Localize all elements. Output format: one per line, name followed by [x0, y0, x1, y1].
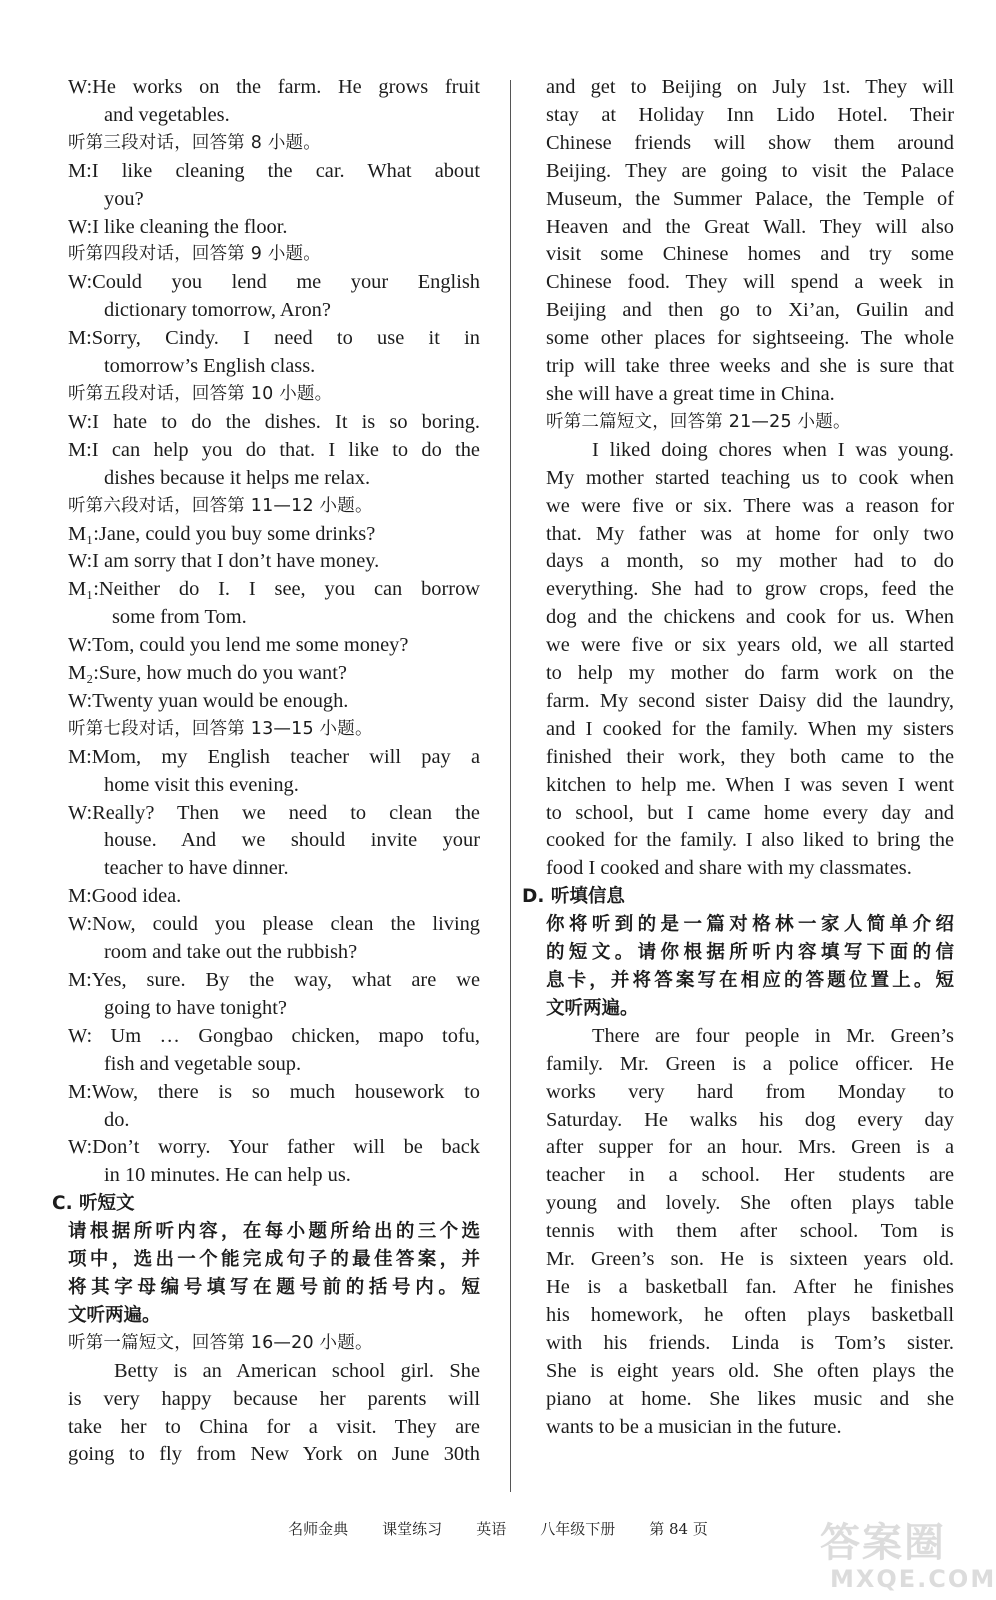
dialogue-line: M:Sorry, Cindy. I need to use it in — [68, 327, 480, 350]
instruction-line: 文听两遍。 — [68, 1304, 161, 1326]
passage-line: stay at Holiday Inn Lido Hotel. Their — [546, 103, 954, 126]
passage-line: teacher in a school. Her students are — [546, 1164, 954, 1187]
dialogue-line: W:Now, could you please clean the living — [68, 913, 480, 936]
passage-line: we were five or six years old, we all started — [546, 634, 954, 657]
column-divider — [510, 80, 511, 1492]
passage-line: some other places for sightseeing. The whole — [546, 327, 954, 350]
passage-line: There are four people in Mr. Green’s — [592, 1024, 954, 1047]
section-heading: 听第七段对话，回答第 13—15 小题。 — [68, 718, 373, 739]
watermark-url: MXQE.COM — [830, 1565, 996, 1593]
section-heading: 听第五段对话，回答第 10 小题。 — [68, 383, 333, 404]
passage-line: works very hard from Monday to — [546, 1080, 954, 1103]
passage-line: to school, but I came home every day and — [546, 801, 954, 824]
instruction-line: 的短文。请你根据所听内容填写下面的信 — [546, 942, 954, 964]
passage-line: and get to Beijing on July 1st. They will — [546, 76, 954, 98]
passage-line: Beijing. They are going to visit the Palace — [546, 159, 954, 182]
dialogue-line: W:He works on the farm. He grows fruit — [68, 76, 480, 98]
passage-line: take her to China for a visit. They are — [68, 1415, 480, 1438]
passage-line: I liked doing chores when I was young. — [592, 438, 954, 461]
dialogue-line: M₂:Sure, how much do you want? — [68, 662, 347, 685]
dialogue-line: in 10 minutes. He can help us. — [104, 1164, 351, 1187]
dialogue-line: W:Twenty yuan would be enough. — [68, 689, 349, 712]
passage-line: cooked for the family. I also liked to bring the — [546, 829, 954, 852]
dialogue-line: M₁:Neither do I. I see, you can borrow — [68, 578, 480, 601]
dialogue-line: you? — [104, 187, 144, 210]
dialogue-line: dictionary tomorrow, Aron? — [104, 299, 331, 322]
passage-line: that. My father was at home for only two — [546, 522, 954, 545]
footer-subject: 英语 — [476, 1520, 507, 1538]
instruction-line: 请根据所听内容，在每小题所给出的三个选 — [68, 1221, 480, 1243]
passage-line: Betty is an American school girl. She — [114, 1359, 480, 1382]
passage-line: trip will take three weeks and she is sure that — [546, 355, 954, 378]
passage-line: My mother started teaching us to cook when — [546, 466, 954, 489]
passage-line: with his friends. Linda is Tom’s sister. — [546, 1331, 954, 1354]
left-column — [52, 74, 480, 1469]
section-heading: 听第二篇短文，回答第 21—25 小题。 — [546, 411, 851, 432]
passage-line: we were five or six. There was a reason for — [546, 494, 954, 517]
passage-line: Saturday. He walks his dog every day — [546, 1108, 954, 1131]
dialogue-line: fish and vegetable soup. — [104, 1052, 302, 1075]
dialogue-line: M:I like cleaning the car. What about — [68, 159, 480, 182]
dialogue-line: M:Yes, sure. By the way, what are we — [68, 969, 480, 991]
passage-line: wants to be a musician in the future. — [546, 1415, 842, 1438]
passage-line: finished their work, they both came to the — [546, 745, 954, 768]
passage-line: Chinese friends will show them around — [546, 131, 954, 154]
dialogue-line: do. — [104, 1108, 130, 1131]
dialogue-line: W:I hate to do the dishes. It is so boring. — [68, 410, 480, 433]
dialogue-line: house. And we should invite your — [104, 829, 480, 852]
passage-line: to help my mother do farm work on the — [546, 662, 954, 685]
section-heading: 听第六段对话，回答第 11—12 小题。 — [68, 495, 373, 516]
passage-line: visit some Chinese homes and try some — [546, 243, 954, 266]
dialogue-line: M:Mom, my English teacher will pay a — [68, 745, 480, 768]
passage-line: everything. She had to grow crops, feed the — [546, 578, 954, 601]
dialogue-line: M:Wow, there is so much housework to — [68, 1080, 480, 1103]
dialogue-line: teacher to have dinner. — [104, 857, 289, 880]
dialogue-line: M₁:Jane, could you buy some drinks? — [68, 522, 376, 545]
dialogue-line: W:I am sorry that I don’t have money. — [68, 550, 380, 573]
passage-line: He is a basketball fan. After he finishes — [546, 1275, 954, 1298]
passage-line: Heaven and the Great Wall. They will also — [546, 215, 954, 238]
dialogue-line: tomorrow’s English class. — [104, 355, 316, 378]
footer-grade: 八年级下册 — [540, 1520, 616, 1538]
passage-line: Museum, the Summer Palace, the Temple of — [546, 187, 954, 210]
instruction-line: 息卡，并将答案写在相应的答题位置上。短 — [546, 970, 954, 991]
passage-line: young and lovely. She often plays table — [546, 1192, 954, 1215]
passage-line: his homework, he often plays basketball — [546, 1303, 954, 1326]
dialogue-line: W:Really? Then we need to clean the — [68, 801, 480, 824]
passage-line: she will have a great time in China. — [546, 382, 835, 405]
dialogue-line: M:I can help you do that. I like to do the — [68, 438, 480, 461]
dialogue-line: W:I like cleaning the floor. — [68, 215, 288, 238]
instruction-line: 项中，选出一个能完成句子的最佳答案，并 — [68, 1249, 480, 1271]
dialogue-line: going to have tonight? — [104, 996, 287, 1019]
watermark — [820, 1520, 996, 1596]
passage-line: piano at home. She likes music and she — [546, 1387, 954, 1410]
section-heading: 听第四段对话，回答第 9 小题。 — [68, 244, 321, 265]
section-c-title: C. 听短文 — [52, 1193, 135, 1215]
dialogue-line: M:Good idea. — [68, 885, 182, 908]
passage-line: and I cooked for the family. When my sisters — [546, 717, 954, 740]
dialogue-line: home visit this evening. — [104, 773, 299, 796]
section-heading: 听第三段对话，回答第 8 小题。 — [68, 132, 321, 153]
dialogue-line: some from Tom. — [112, 606, 247, 629]
instruction-line: 将其字母编号填写在题号前的括号内。短 — [68, 1276, 480, 1298]
passage-line: days a month, so my mother had to do — [546, 550, 954, 573]
passage-line: is very happy because her parents will — [68, 1387, 480, 1410]
passage-line: after supper for an hour. Mrs. Green is a — [546, 1136, 954, 1159]
passage-line: going to fly from New York on June 30th — [68, 1443, 480, 1466]
section-d-title: D. 听填信息 — [522, 886, 625, 908]
passage-line: Mr. Green’s son. He is sixteen years old. — [546, 1248, 954, 1271]
dialogue-line: dishes because it helps me relax. — [104, 466, 371, 489]
dialogue-line: room and take out the rubbish? — [104, 941, 358, 964]
dialogue-line: W:Tom, could you lend me some money? — [68, 634, 409, 657]
passage-line: Chinese food. They will spend a week in — [546, 271, 954, 294]
passage-line: family. Mr. Green is a police officer. He — [546, 1052, 954, 1075]
passage-line: Beijing and then go to Xi’an, Guilin and — [546, 299, 954, 322]
footer-series: 名师金典 — [288, 1520, 349, 1538]
passage-line: farm. My second sister Daisy did the laundry, — [546, 689, 954, 712]
instruction-line: 文听两遍。 — [546, 997, 639, 1019]
passage-line: She is eight years old. She often plays the — [546, 1359, 954, 1382]
footer-book: 课堂练习 — [382, 1520, 443, 1538]
watermark-logo-text: 答案圈 — [820, 1520, 946, 1566]
passage-line: food I cooked and share with my classmates. — [546, 857, 912, 880]
instruction-line: 你将听到的是一篇对格林一家人简单介绍 — [546, 914, 954, 936]
page-number: 第 84 页 — [649, 1520, 708, 1538]
passage-line: tennis with them after school. Tom is — [546, 1220, 954, 1243]
dialogue-line: W: Um … Gongbao chicken, mapo tofu, — [68, 1024, 480, 1047]
section-heading: 听第一篇短文，回答第 16—20 小题。 — [68, 1332, 373, 1353]
passage-line: kitchen to help me. When I was seven I went — [546, 773, 954, 796]
passage-line: dog and the chickens and cook for us. When — [546, 606, 954, 629]
dialogue-line: and vegetables. — [104, 103, 230, 126]
right-column — [522, 74, 954, 1441]
dialogue-line: W:Don’t worry. Your father will be back — [68, 1136, 480, 1159]
dialogue-line: W:Could you lend me your English — [68, 271, 480, 294]
